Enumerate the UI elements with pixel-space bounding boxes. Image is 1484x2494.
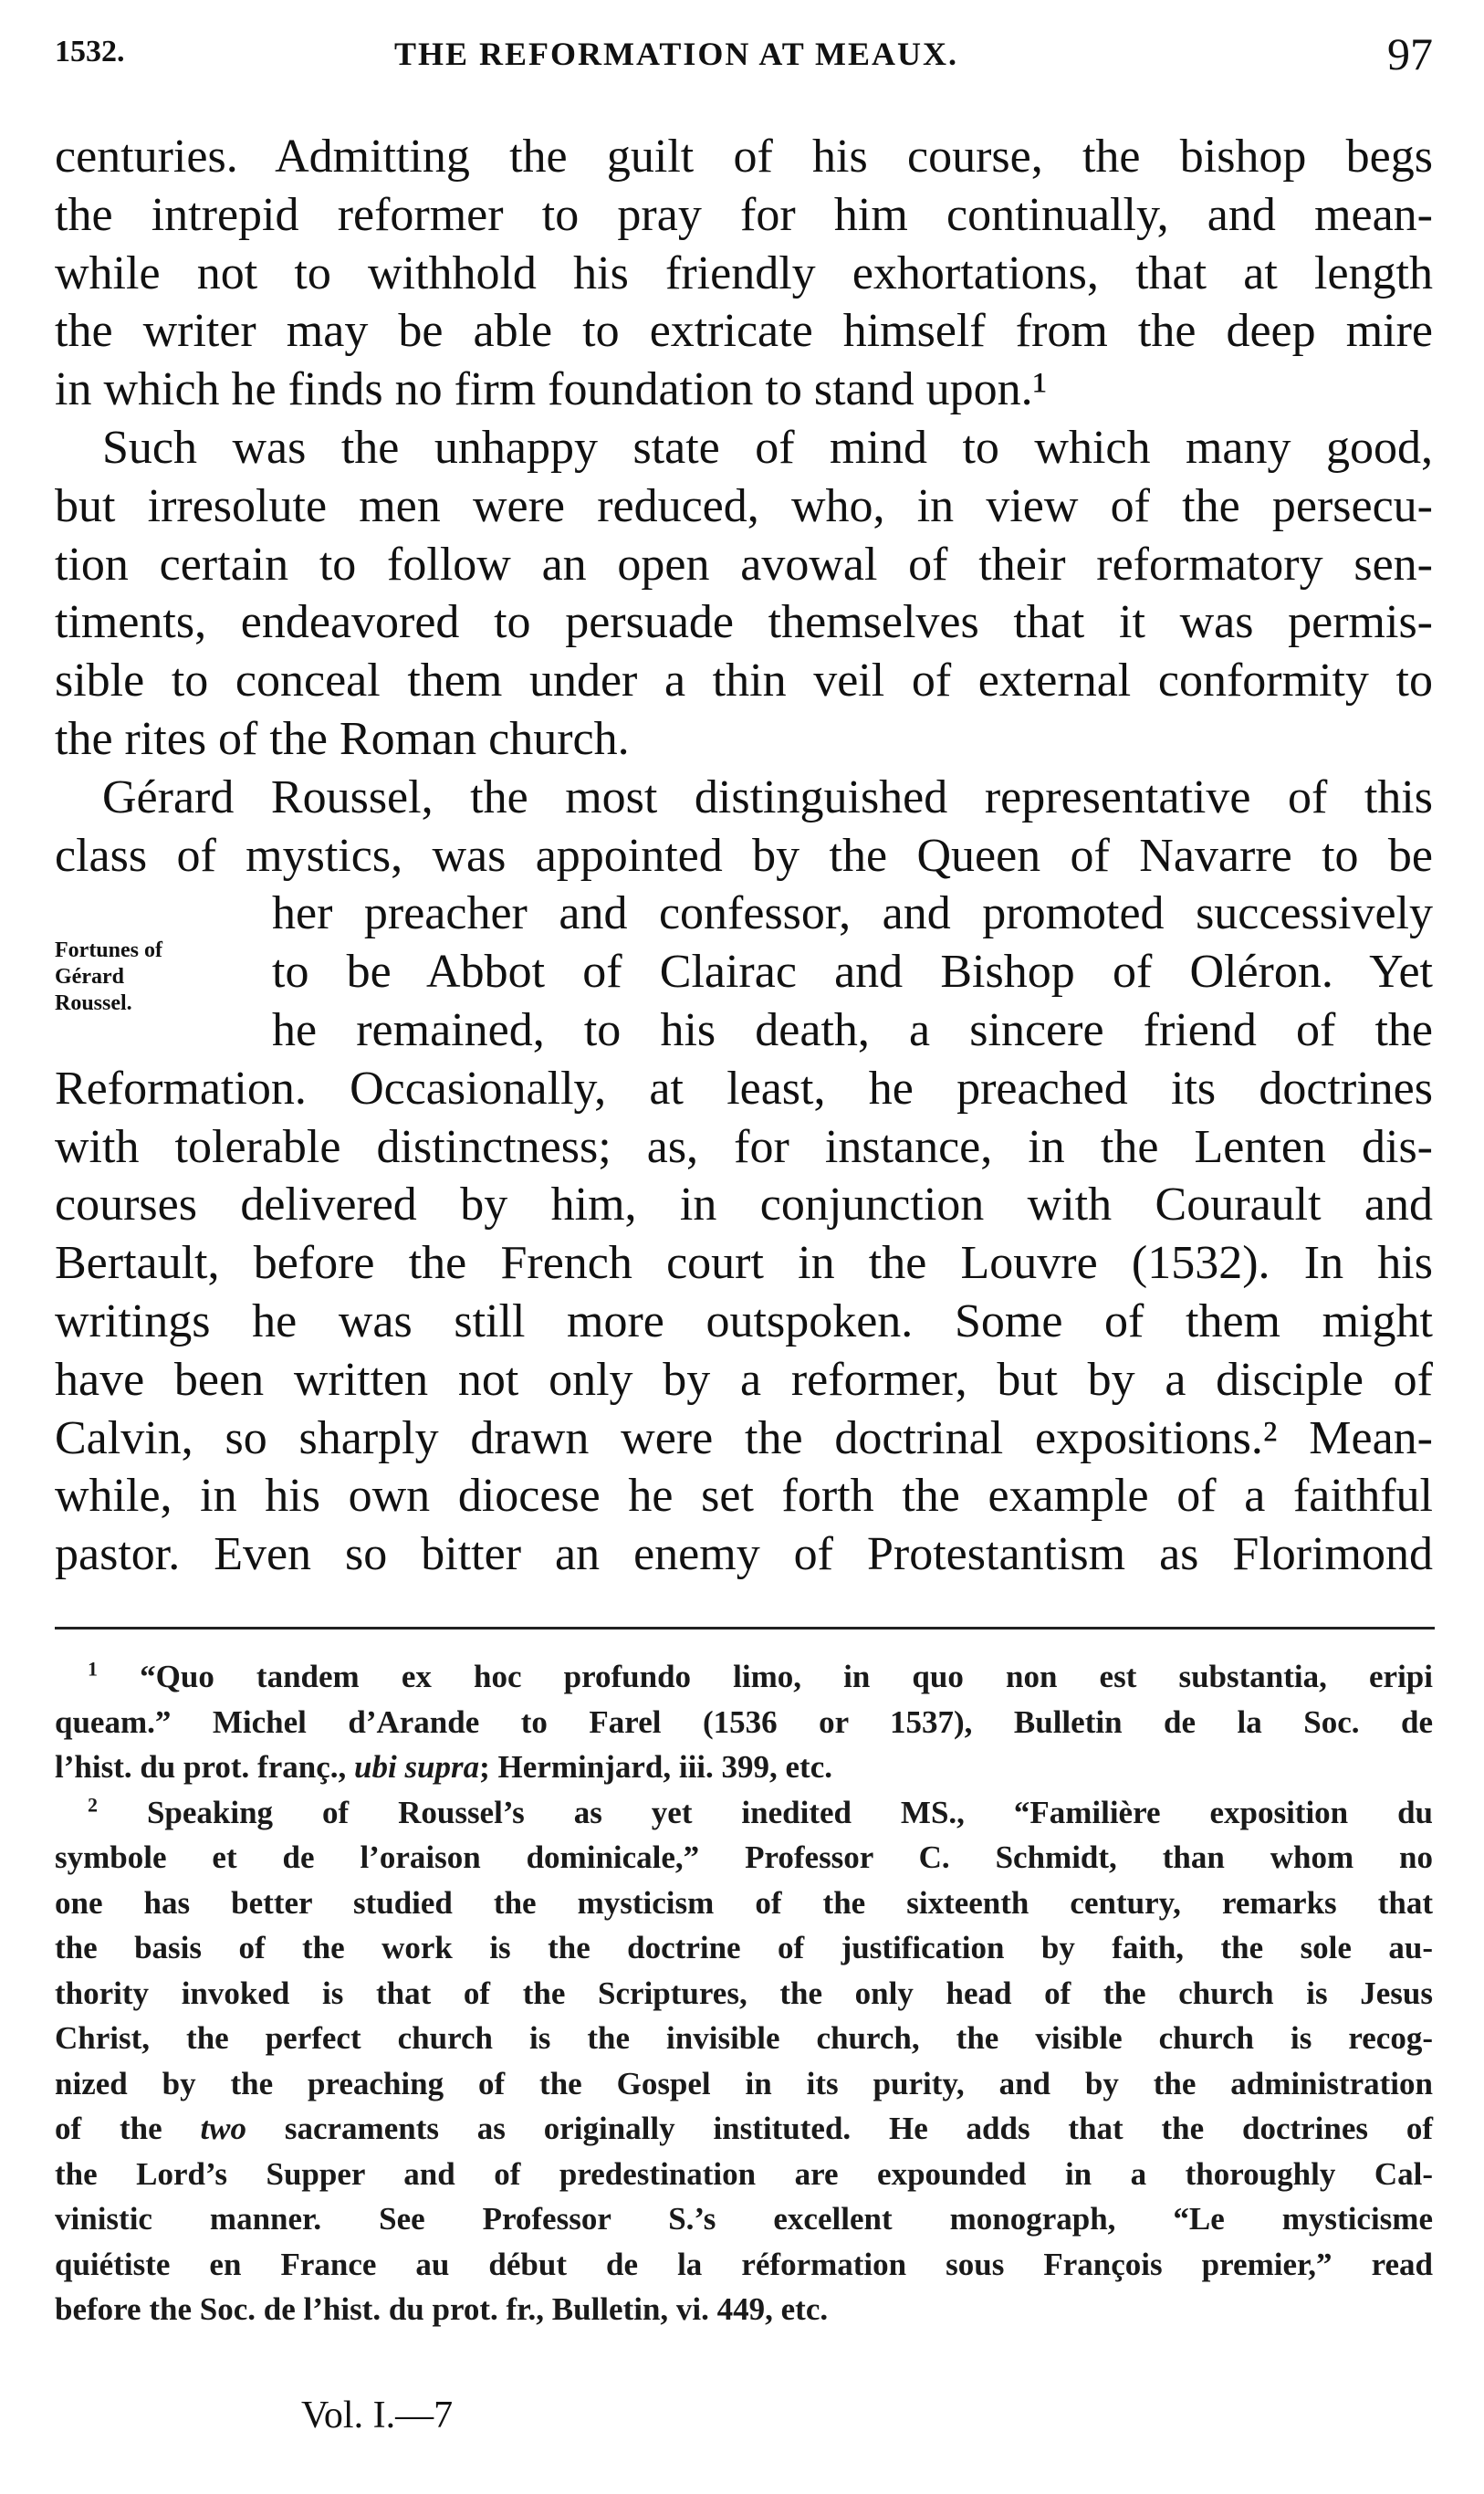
text-line: timents, endeavored to persuade themselves that it was permis- bbox=[55, 596, 1433, 649]
footnote-2-line: vinistic manner. See Professor S.’s excellent monograph, “Le mysticisme bbox=[55, 2201, 1433, 2237]
margin-note bbox=[55, 938, 237, 1017]
header-year: 1532. bbox=[55, 35, 125, 68]
footnote-2-line bbox=[55, 2106, 1433, 2152]
text-line: the writer may be able to extricate himself from the deep mire bbox=[55, 305, 1433, 358]
footnote-2-line bbox=[55, 1790, 1433, 1836]
text-line: her preacher and confessor, and promoted successively bbox=[272, 887, 1433, 940]
footnote-divider bbox=[55, 1627, 1435, 1629]
text-line: in which he finds no firm foundation to stand upon.¹ bbox=[55, 363, 1048, 416]
text-line: sible to conceal them under a thin veil of external conformity to bbox=[55, 655, 1433, 707]
text-line: to be Abbot of Clairac and Bishop of Oléron. Yet bbox=[272, 946, 1433, 999]
margin-note-line: Gérard bbox=[55, 965, 124, 989]
text-line: but irresolute men were reduced, who, in view of the persecu- bbox=[55, 479, 1433, 532]
running-header bbox=[55, 27, 1433, 82]
footnote-2-line: one has better studied the mysticism of the sixteenth century, remarks that bbox=[55, 1884, 1433, 1921]
footnote-2-line: quiétiste en France au début de la réformation sous François premier,” read bbox=[55, 2246, 1433, 2282]
footnote-text: ; Herminjard, iii. 399, etc. bbox=[479, 1749, 833, 1785]
footnote-2-line: before the Soc. de l’hist. du prot. fr., Bulletin, vi. 449, etc. bbox=[55, 2291, 829, 2327]
footnote-text: “Quo tandem ex hoc profundo limo, in quo non est substantia, eripi bbox=[140, 1659, 1433, 1694]
footnote-2-line: thority invoked is that of the Scriptures, the only head of the church is Jesus bbox=[55, 1975, 1433, 2011]
footnote-marker: 2 bbox=[88, 1792, 98, 1816]
footnotes bbox=[55, 1654, 1433, 2332]
text-line: while not to withhold his friendly exhortations, that at length bbox=[55, 246, 1433, 299]
text-line: Gérard Roussel, the most distinguished representative of this bbox=[102, 770, 1433, 823]
text-line: Such was the unhappy state of mind to which many good, bbox=[102, 421, 1433, 474]
text-line: tion certain to follow an open avowal of their reformatory sen- bbox=[55, 538, 1433, 591]
text-line: Bertault, before the French court in the Louvre (1532). In his bbox=[55, 1237, 1433, 1290]
footnote-2-line: symbole et de l’oraison dominicale,” Professor C. Schmidt, than whom no bbox=[55, 1839, 1433, 1875]
main-text bbox=[55, 128, 1433, 1584]
footnote-2-line: the basis of the work is the doctrine of justification by faith, the sole au- bbox=[55, 1930, 1433, 1965]
text-line: he remained, to his death, a sincere friend of the bbox=[272, 1003, 1433, 1056]
text-line: pastor. Even so bitter an enemy of Protestantism as Florimond bbox=[55, 1528, 1433, 1581]
footnote-1-line: queam.” Michel d’Arande to Farel (1536 or 1537), Bulletin de la Soc. de bbox=[55, 1703, 1433, 1740]
footnote-text: Speaking of Roussel’s as yet inedited MS., “Familière exposition du bbox=[146, 1794, 1434, 1830]
text-line: Calvin, so sharply drawn were the doctrinal expositions.² Mean- bbox=[55, 1411, 1433, 1464]
text-line: the rites of the Roman church. bbox=[55, 712, 630, 765]
footnote-text: l’hist. du prot. franç., bbox=[55, 1749, 354, 1785]
footnote-1-line bbox=[55, 1745, 1433, 1790]
text-line: with tolerable distinctness; as, for instance, in the Lenten dis- bbox=[55, 1120, 1433, 1173]
text-line: writings he was still more outspoken. Some of them might bbox=[55, 1294, 1433, 1347]
text-line: centuries. Admitting the guilt of his course, the bishop begs bbox=[55, 131, 1433, 183]
margin-note-line: Roussel. bbox=[55, 991, 132, 1015]
text-line: have been written not only by a reformer, but by a disciple of bbox=[55, 1353, 1433, 1406]
page-number: 97 bbox=[1387, 28, 1433, 79]
signature-mark: Vol. I.—7 bbox=[301, 2394, 454, 2436]
text-line: the intrepid reformer to pray for him continually, and mean- bbox=[55, 188, 1433, 241]
footnote-text: of the bbox=[55, 2111, 201, 2146]
footnote-text: sacraments as originally instituted. He adds that the doctrines of bbox=[246, 2111, 1433, 2146]
footnote-2-line: nized by the preaching of the Gospel in its purity, and by the administration bbox=[55, 2065, 1433, 2101]
footnote-1-line bbox=[55, 1654, 1433, 1700]
footnote-italic-text: two bbox=[200, 2111, 247, 2146]
margin-note-line: Fortunes of bbox=[55, 938, 162, 962]
text-line: courses delivered by him, in conjunction with Courault and bbox=[55, 1179, 1433, 1231]
footnote-italic-text: ubi supra bbox=[354, 1749, 480, 1785]
text-line: while, in his own diocese he set forth the example of a faithful bbox=[55, 1470, 1433, 1523]
text-line: Reformation. Occasionally, at least, he preached its doctrines bbox=[55, 1062, 1433, 1115]
footnote-marker: 1 bbox=[88, 1657, 98, 1681]
footnote-2-line: the Lord’s Supper and of predestination are expounded in a thoroughly Cal- bbox=[55, 2155, 1433, 2192]
header-title: THE REFORMATION AT MEAUX. bbox=[394, 36, 959, 72]
text-line: class of mystics, was appointed by the Queen of Navarre to be bbox=[55, 829, 1433, 882]
footnote-2-line: Christ, the perfect church is the invisible church, the visible church is recog- bbox=[55, 2020, 1433, 2056]
